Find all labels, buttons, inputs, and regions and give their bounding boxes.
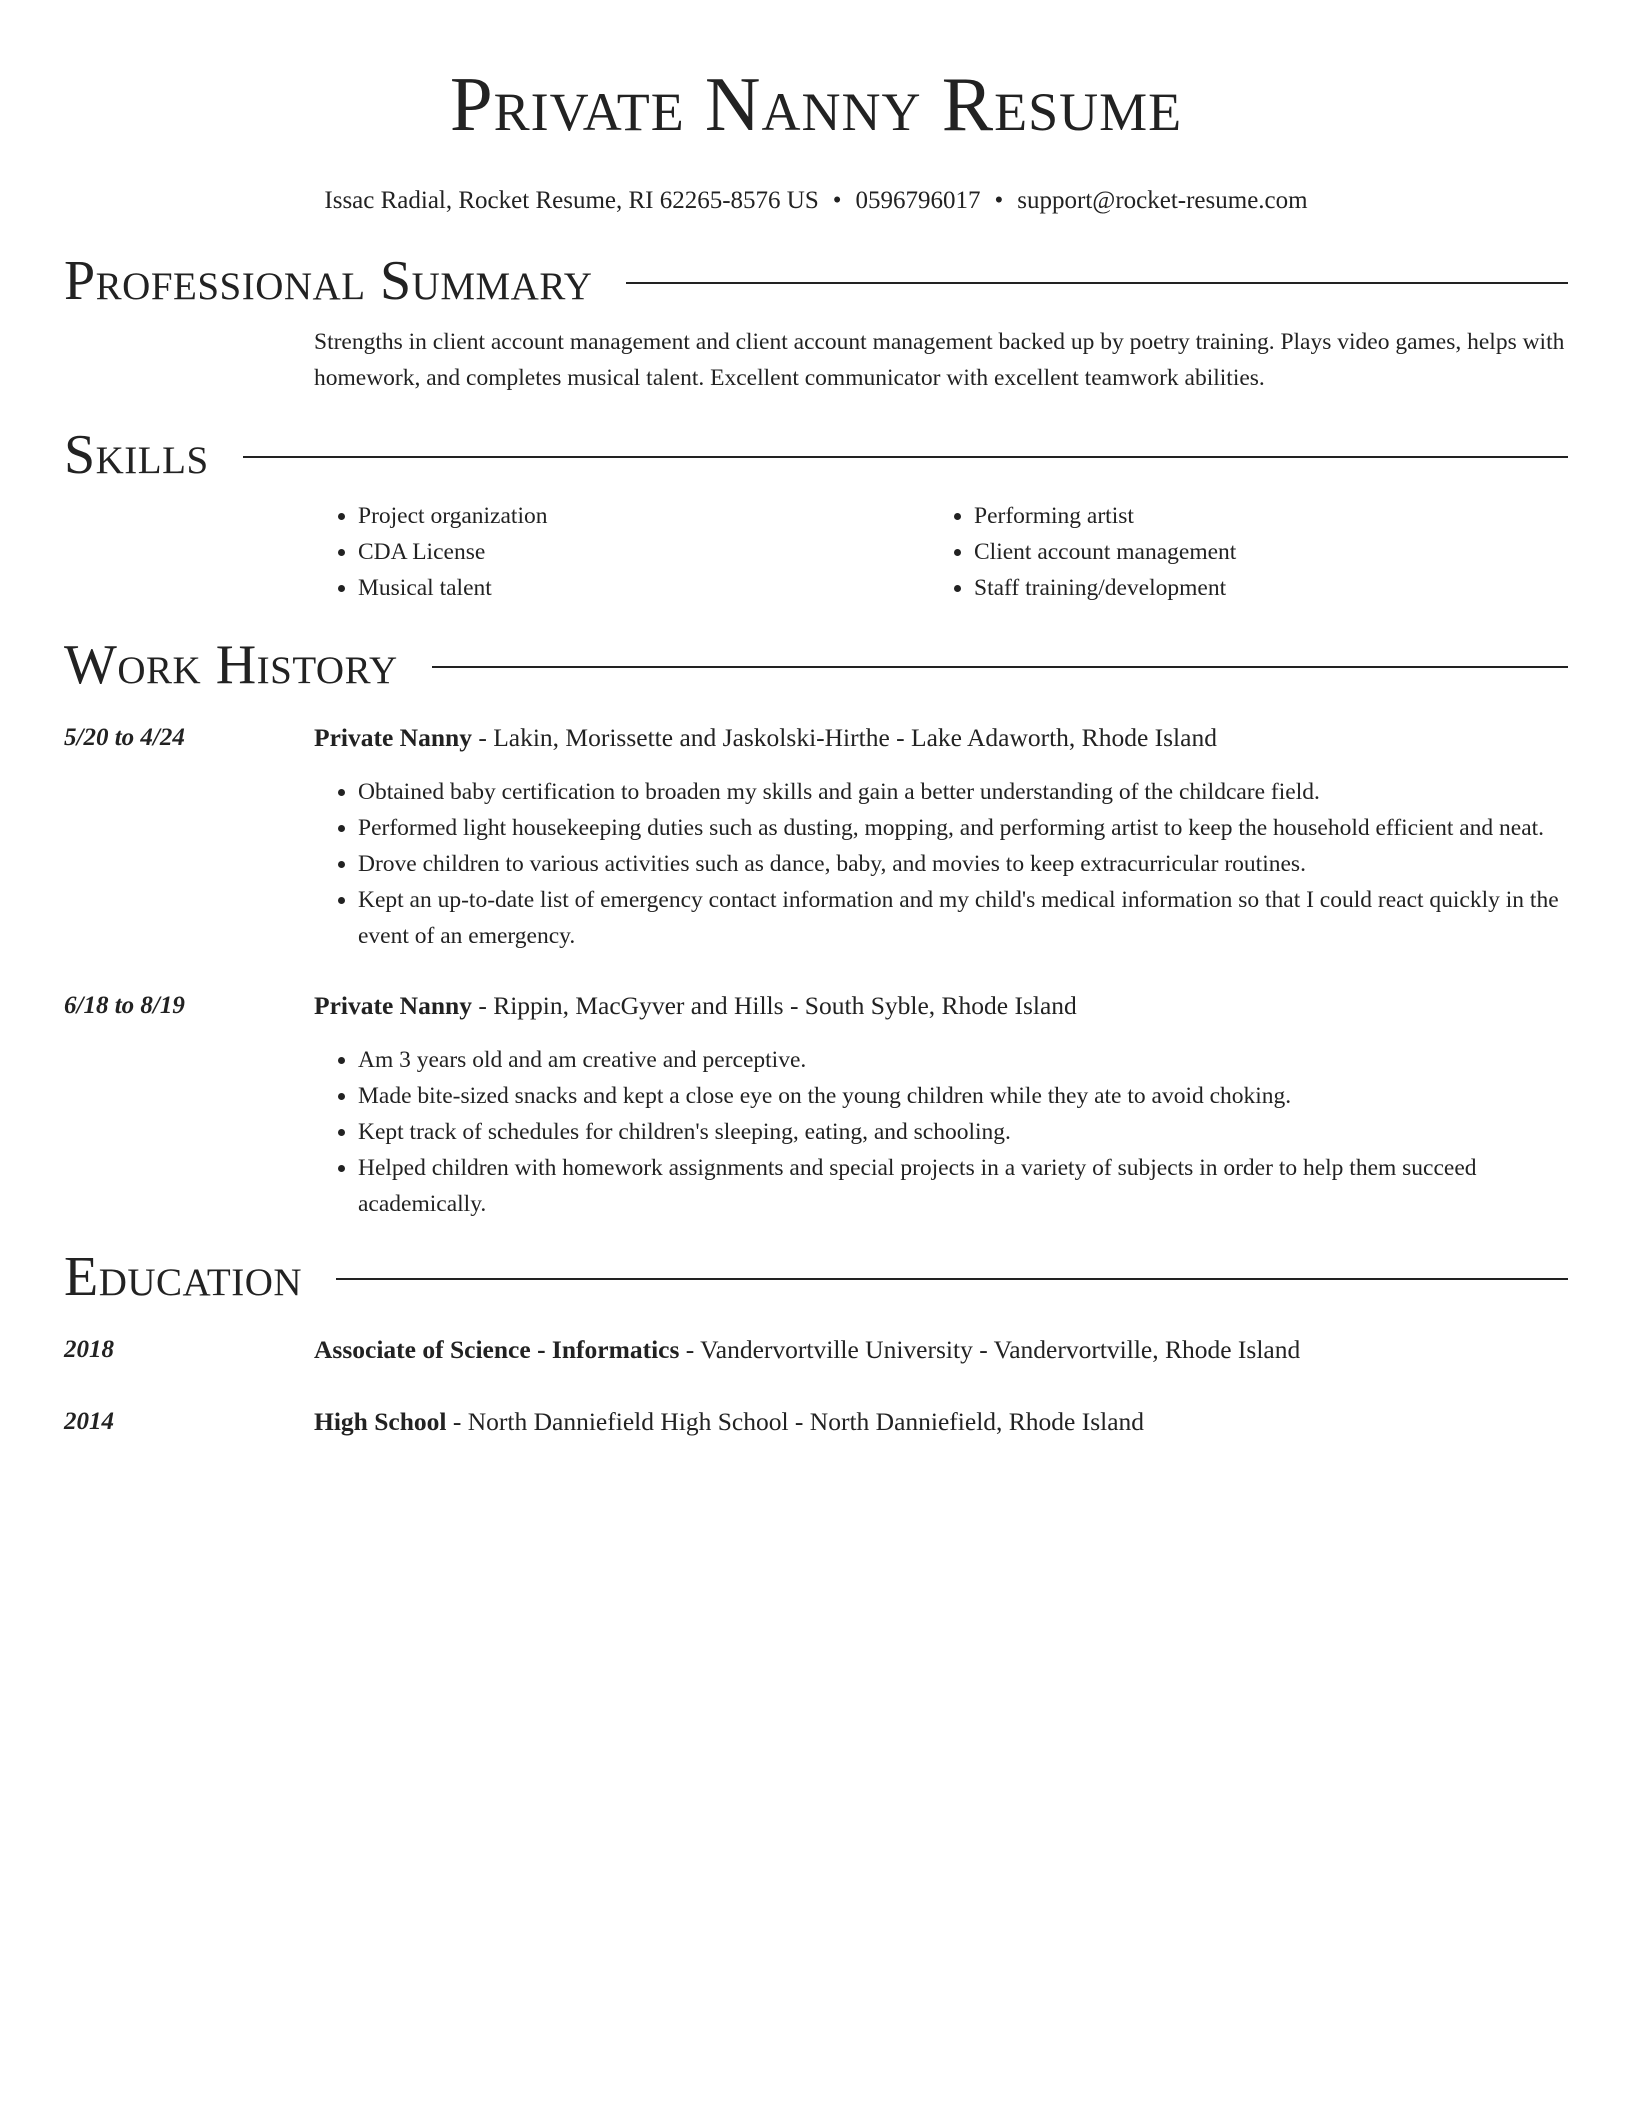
contact-line [64, 184, 1568, 218]
job-entry [64, 988, 1568, 1222]
section-divider [432, 666, 1568, 668]
job-bullet: • Kept track of schedules for children's sleeping, eating, and schooling. [358, 1114, 1568, 1150]
job-title-line [314, 988, 1568, 1024]
job-entry [64, 720, 1568, 954]
education-section-header [64, 1244, 1568, 1310]
summary-heading: Professional Summary [64, 250, 593, 312]
job-bullet: • Kept an up-to-date list of emergency contact information and my child's medical information so that I could react quickly in the event of an emergency. [358, 882, 1568, 954]
contact-separator: • [832, 187, 842, 214]
skills-list [314, 498, 1568, 606]
job-title: Private Nanny [314, 723, 472, 752]
job-bullet: • Drove children to various activities such as dance, baby, and movies to keep extracurricular routines. [358, 846, 1568, 882]
job-bullet: • Made bite-sized snacks and kept a close eye on the young children while they ate to avoid choking. [358, 1078, 1568, 1114]
resume-title: Private Nanny Resume [449, 61, 1183, 147]
education-body [314, 1332, 1568, 1368]
education-heading: Education [64, 1246, 303, 1308]
skill-item: • Client account management [974, 534, 1546, 570]
skills-section-header [64, 422, 1568, 488]
skills-column-right [930, 498, 1546, 606]
education-degree: High School [314, 1407, 447, 1436]
contact-email: support@rocket-resume.com [1017, 187, 1308, 214]
skill-item: • Project organization [358, 498, 930, 534]
education-line [314, 1404, 1568, 1440]
job-title-line [314, 720, 1568, 756]
education-body [314, 1404, 1568, 1440]
summary-section-header [64, 248, 1568, 314]
skill-item: • Performing artist [974, 498, 1546, 534]
work-section-header [64, 632, 1568, 698]
job-bullet: • Helped children with homework assignments and special projects in a variety of subjects in order to help them succeed academically. [358, 1150, 1568, 1222]
job-body [314, 988, 1568, 1222]
education-year: 2014 [64, 1408, 114, 1435]
education-line [314, 1332, 1568, 1368]
contact-separator: • [994, 187, 1004, 214]
education-entry [64, 1332, 1568, 1368]
job-bullet: • Am 3 years old and am creative and perceptive. [358, 1042, 1568, 1078]
job-bullets [314, 774, 1568, 954]
section-divider [336, 1278, 1568, 1280]
skill-item: • Musical talent [358, 570, 930, 606]
skills-column-left [314, 498, 930, 606]
job-bullet: • Performed light housekeeping duties such as dusting, mopping, and performing artist to keep the household efficient and neat. [358, 810, 1568, 846]
education-details: - Vandervortville University - Vandervortville, Rhode Island [679, 1335, 1301, 1364]
summary-body [314, 324, 1568, 396]
job-details: - Rippin, MacGyver and Hills - South Syble, Rhode Island [471, 991, 1077, 1020]
contact-address: Issac Radial, Rocket Resume, RI 62265-8576 US [324, 187, 819, 214]
skills-heading: Skills [64, 424, 209, 486]
education-degree: Associate of Science - Informatics [314, 1335, 680, 1364]
skill-item: • Staff training/development [974, 570, 1546, 606]
job-dates: 5/20 to 4/24 [64, 724, 185, 751]
job-details: - Lakin, Morissette and Jaskolski-Hirthe - Lake Adaworth, Rhode Island [471, 723, 1217, 752]
contact-phone: 0596796017 [855, 187, 981, 214]
summary-text: Strengths in client account management and client account management backed up by poetry training. Plays video games, helps with homework, and completes musical talent. Excellent communicator with excellent teamwork abilities. [314, 329, 1565, 391]
education-year: 2018 [64, 1336, 114, 1363]
work-heading: Work History [64, 634, 398, 696]
education-entry [64, 1404, 1568, 1440]
section-divider [626, 282, 1568, 284]
job-dates: 6/18 to 8/19 [64, 992, 185, 1019]
section-divider [243, 456, 1568, 458]
job-body [314, 720, 1568, 954]
education-details: - North Danniefield High School - North Danniefield, Rhode Island [446, 1407, 1145, 1436]
skill-item: • CDA License [358, 534, 930, 570]
job-bullet: • Obtained baby certification to broaden my skills and gain a better understanding of the childcare field. [358, 774, 1568, 810]
job-bullets [314, 1042, 1568, 1222]
job-title: Private Nanny [314, 991, 472, 1020]
